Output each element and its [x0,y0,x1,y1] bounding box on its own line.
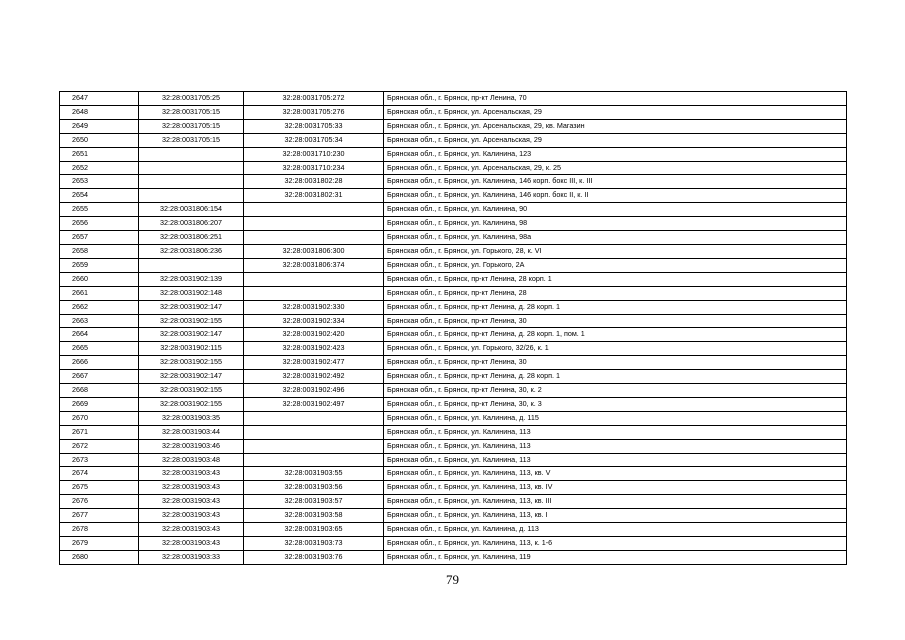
row-number-cell: 2671 [60,425,139,439]
address-cell: Брянская обл., г. Брянск, пр-кт Ленина, д. 28 корп. 1 [384,370,847,384]
object-number-cell: 32:28:0031902:334 [244,314,384,328]
table-row [60,161,847,175]
table-row [60,272,847,286]
address-cell: Брянская обл., г. Брянск, ул. Арсенальская, 29 [384,105,847,119]
row-number-cell: 2665 [60,342,139,356]
address-cell: Брянская обл., г. Брянск, ул. Калинина, 98а [384,231,847,245]
object-number-cell: 32:28:0031903:65 [244,523,384,537]
row-number-cell: 2668 [60,384,139,398]
table-row [60,342,847,356]
address-cell: Брянская обл., г. Брянск, ул. Калинина, д. 113 [384,523,847,537]
table-row [60,286,847,300]
parcel-number-cell: 32:28:0031902:148 [139,286,244,300]
parcel-number-cell: 32:28:0031903:43 [139,495,244,509]
parcel-number-cell: 32:28:0031903:43 [139,509,244,523]
table-row [60,203,847,217]
address-cell: Брянская обл., г. Брянск, ул. Арсенальская, 29 [384,133,847,147]
address-cell: Брянская обл., г. Брянск, ул. Калинина, 146 корп. бокс II, к. II [384,189,847,203]
parcel-number-cell: 32:28:0031903:43 [139,481,244,495]
object-number-cell: 32:28:0031903:57 [244,495,384,509]
row-number-cell: 2662 [60,300,139,314]
parcel-number-cell: 32:28:0031903:48 [139,453,244,467]
parcel-number-cell: 32:28:0031705:15 [139,133,244,147]
parcel-number-cell: 32:28:0031806:207 [139,217,244,231]
table-row [60,217,847,231]
table-row [60,439,847,453]
row-number-cell: 2661 [60,286,139,300]
row-number-cell: 2651 [60,147,139,161]
address-cell: Брянская обл., г. Брянск, ул. Горького, 32/26, к. 1 [384,342,847,356]
table-row [60,119,847,133]
parcel-number-cell: 32:28:0031903:43 [139,537,244,551]
object-number-cell: 32:28:0031902:477 [244,356,384,370]
parcel-number-cell: 32:28:0031903:43 [139,467,244,481]
row-number-cell: 2663 [60,314,139,328]
address-cell: Брянская обл., г. Брянск, пр-кт Ленина, 70 [384,92,847,106]
row-number-cell: 2648 [60,105,139,119]
table-row [60,189,847,203]
object-number-cell [244,425,384,439]
object-number-cell [244,411,384,425]
address-cell: Брянская обл., г. Брянск, ул. Калинина, 90 [384,203,847,217]
parcel-number-cell: 32:28:0031902:147 [139,370,244,384]
object-number-cell: 32:28:0031902:497 [244,397,384,411]
table-row [60,300,847,314]
parcel-number-cell: 32:28:0031902:155 [139,397,244,411]
row-number-cell: 2647 [60,92,139,106]
address-cell: Брянская обл., г. Брянск, пр-кт Ленина, 30, к. 2 [384,384,847,398]
table-row [60,537,847,551]
row-number-cell: 2679 [60,537,139,551]
row-number-cell: 2650 [60,133,139,147]
parcel-number-cell: 32:28:0031902:147 [139,328,244,342]
row-number-cell: 2672 [60,439,139,453]
parcel-number-cell [139,189,244,203]
parcel-number-cell [139,147,244,161]
parcel-number-cell: 32:28:0031806:154 [139,203,244,217]
parcel-number-cell [139,175,244,189]
address-cell: Брянская обл., г. Брянск, ул. Арсенальская, 29, кв. Магазин [384,119,847,133]
parcel-number-cell: 32:28:0031903:35 [139,411,244,425]
parcel-number-cell: 32:28:0031902:147 [139,300,244,314]
table-row [60,105,847,119]
table-row [60,384,847,398]
row-number-cell: 2649 [60,119,139,133]
address-cell: Брянская обл., г. Брянск, ул. Калинина, 146 корп. бокс III, к. III [384,175,847,189]
address-cell: Брянская обл., г. Брянск, ул. Горького, 2А [384,258,847,272]
object-number-cell: 32:28:0031705:276 [244,105,384,119]
row-number-cell: 2660 [60,272,139,286]
object-number-cell: 32:28:0031903:58 [244,509,384,523]
page-number: 79 [446,572,459,587]
parcel-number-cell: 32:28:0031705:25 [139,92,244,106]
address-cell: Брянская обл., г. Брянск, пр-кт Ленина, 28 [384,286,847,300]
registry-table [59,91,847,565]
object-number-cell: 32:28:0031903:56 [244,481,384,495]
address-cell: Брянская обл., г. Брянск, ул. Калинина, 113, к. 1-6 [384,537,847,551]
table-row [60,258,847,272]
registry-table-body [60,92,847,565]
table-row [60,550,847,564]
object-number-cell: 32:28:0031806:300 [244,244,384,258]
parcel-number-cell: 32:28:0031903:33 [139,550,244,564]
object-number-cell: 32:28:0031902:496 [244,384,384,398]
parcel-number-cell: 32:28:0031902:139 [139,272,244,286]
object-number-cell: 32:28:0031802:31 [244,189,384,203]
object-number-cell [244,286,384,300]
parcel-number-cell: 32:28:0031705:15 [139,105,244,119]
parcel-number-cell: 32:28:0031903:46 [139,439,244,453]
address-cell: Брянская обл., г. Брянск, ул. Калинина, д. 115 [384,411,847,425]
address-cell: Брянская обл., г. Брянск, ул. Калинина, 113 [384,453,847,467]
address-cell: Брянская обл., г. Брянск, пр-кт Ленина, 30 [384,314,847,328]
row-number-cell: 2675 [60,481,139,495]
parcel-number-cell: 32:28:0031902:155 [139,384,244,398]
parcel-number-cell: 32:28:0031902:155 [139,314,244,328]
table-row [60,411,847,425]
address-cell: Брянская обл., г. Брянск, ул. Горького, 28, к. VI [384,244,847,258]
row-number-cell: 2657 [60,231,139,245]
row-number-cell: 2655 [60,203,139,217]
address-cell: Брянская обл., г. Брянск, ул. Калинина, 113, кв. I [384,509,847,523]
row-number-cell: 2667 [60,370,139,384]
table-row [60,509,847,523]
table-row [60,175,847,189]
row-number-cell: 2669 [60,397,139,411]
table-row [60,328,847,342]
address-cell: Брянская обл., г. Брянск, ул. Калинина, 113 [384,425,847,439]
object-number-cell: 32:28:0031903:73 [244,537,384,551]
row-number-cell: 2680 [60,550,139,564]
table-row [60,92,847,106]
object-number-cell: 32:28:0031902:423 [244,342,384,356]
object-number-cell: 32:28:0031903:76 [244,550,384,564]
address-cell: Брянская обл., г. Брянск, ул. Калинина, 113, кв. V [384,467,847,481]
address-cell: Брянская обл., г. Брянск, ул. Калинина, 113, кв. IV [384,481,847,495]
object-number-cell: 32:28:0031710:234 [244,161,384,175]
table-row [60,356,847,370]
row-number-cell: 2678 [60,523,139,537]
table-row [60,147,847,161]
row-number-cell: 2673 [60,453,139,467]
table-row [60,425,847,439]
address-cell: Брянская обл., г. Брянск, пр-кт Ленина, д. 28 корп. 1, пом. 1 [384,328,847,342]
object-number-cell [244,272,384,286]
parcel-number-cell: 32:28:0031806:251 [139,231,244,245]
parcel-number-cell: 32:28:0031902:155 [139,356,244,370]
address-cell: Брянская обл., г. Брянск, пр-кт Ленина, 30, к. 3 [384,397,847,411]
parcel-number-cell: 32:28:0031902:115 [139,342,244,356]
object-number-cell: 32:28:0031806:374 [244,258,384,272]
parcel-number-cell [139,258,244,272]
table-row [60,370,847,384]
table-row [60,231,847,245]
object-number-cell: 32:28:0031903:55 [244,467,384,481]
object-number-cell [244,217,384,231]
row-number-cell: 2676 [60,495,139,509]
table-row [60,314,847,328]
object-number-cell [244,231,384,245]
parcel-number-cell: 32:28:0031903:44 [139,425,244,439]
table-row [60,244,847,258]
table-row [60,481,847,495]
row-number-cell: 2677 [60,509,139,523]
address-cell: Брянская обл., г. Брянск, ул. Калинина, 113 [384,439,847,453]
parcel-number-cell: 32:28:0031903:43 [139,523,244,537]
address-cell: Брянская обл., г. Брянск, ул. Калинина, 98 [384,217,847,231]
object-number-cell: 32:28:0031705:34 [244,133,384,147]
table-row [60,467,847,481]
row-number-cell: 2666 [60,356,139,370]
row-number-cell: 2664 [60,328,139,342]
row-number-cell: 2656 [60,217,139,231]
address-cell: Брянская обл., г. Брянск, ул. Арсенальская, 29, к. 25 [384,161,847,175]
row-number-cell: 2674 [60,467,139,481]
object-number-cell: 32:28:0031902:492 [244,370,384,384]
parcel-number-cell: 32:28:0031806:236 [139,244,244,258]
object-number-cell [244,453,384,467]
parcel-number-cell [139,161,244,175]
object-number-cell [244,203,384,217]
row-number-cell: 2659 [60,258,139,272]
object-number-cell [244,439,384,453]
table-row [60,495,847,509]
address-cell: Брянская обл., г. Брянск, пр-кт Ленина, 28 корп. 1 [384,272,847,286]
table-row [60,523,847,537]
object-number-cell: 32:28:0031705:272 [244,92,384,106]
table-row [60,133,847,147]
object-number-cell: 32:28:0031802:28 [244,175,384,189]
address-cell: Брянская обл., г. Брянск, ул. Калинина, 119 [384,550,847,564]
parcel-number-cell: 32:28:0031705:15 [139,119,244,133]
row-number-cell: 2658 [60,244,139,258]
object-number-cell: 32:28:0031710:230 [244,147,384,161]
row-number-cell: 2654 [60,189,139,203]
object-number-cell: 32:28:0031902:330 [244,300,384,314]
address-cell: Брянская обл., г. Брянск, ул. Калинина, 123 [384,147,847,161]
address-cell: Брянская обл., г. Брянск, пр-кт Ленина, д. 28 корп. 1 [384,300,847,314]
row-number-cell: 2653 [60,175,139,189]
address-cell: Брянская обл., г. Брянск, ул. Калинина, 113, кв. III [384,495,847,509]
table-row [60,453,847,467]
object-number-cell: 32:28:0031705:33 [244,119,384,133]
address-cell: Брянская обл., г. Брянск, пр-кт Ленина, 30 [384,356,847,370]
row-number-cell: 2670 [60,411,139,425]
row-number-cell: 2652 [60,161,139,175]
object-number-cell: 32:28:0031902:420 [244,328,384,342]
table-row [60,397,847,411]
